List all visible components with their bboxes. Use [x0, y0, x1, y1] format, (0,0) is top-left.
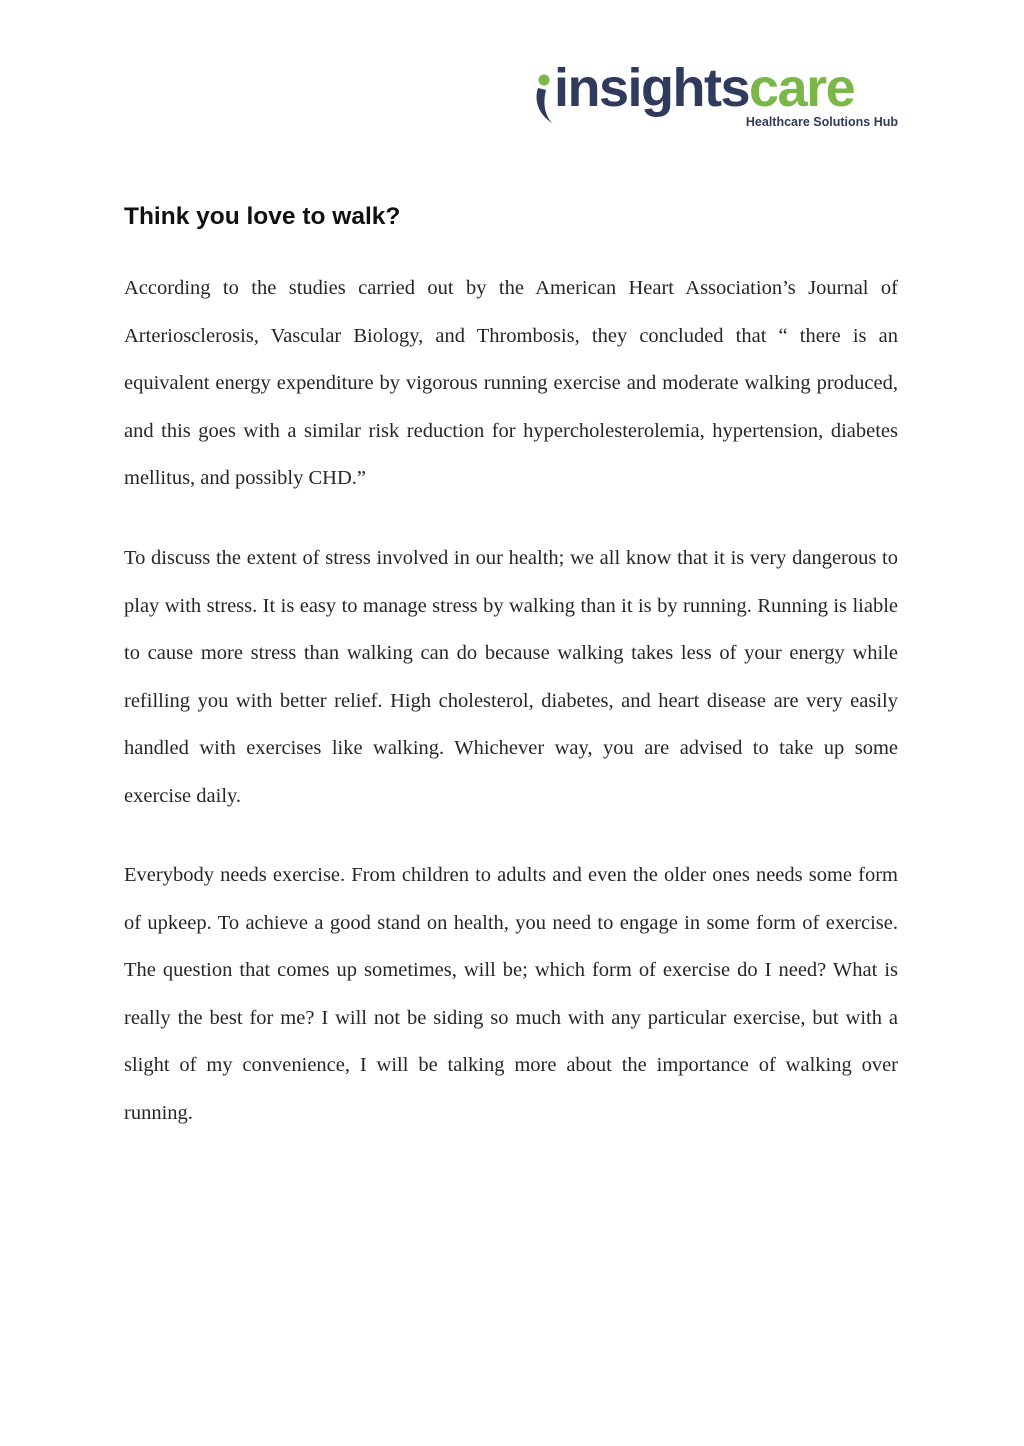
article-paragraph: To discuss the extent of stress involved in our health; we all know that it is very dangerous to play with stress. It is easy to manage stress by walking than it is by running. Running is liable to cause more stress than walking can do because walking takes less of your energy while refilling you with better relief. High cholesterol, diabetes, and heart disease are very easily handled with exercises like walking. Whichever way, you are advised to take up some exercise daily.: [124, 547, 898, 807]
logo-wordmark: [554, 56, 854, 120]
article-paragraph: Everybody needs exercise. From children to adults and even the older ones needs some form of upkeep. To achieve a good stand on health, you need to engage in some form of exercise. The question that comes up sometimes, will be; which form of exercise do I need? What is really the best for me? I will not be siding so much with any particular exercise, but with a slight of my convenience, I will be talking more about the importance of walking over running.: [124, 864, 898, 1124]
article-paragraph: According to the studies carried out by the American Heart Association’s Journal of Arteriosclerosis, Vascular Biology, and Thrombosis, they concluded that “ there is an equivalent energy expenditure by vigorous running exercise and moderate walking produced, and this goes with a similar risk reduction for hypercholesterolemia, hypertension, diabetes mellitus, and possibly CHD.”: [124, 277, 898, 489]
logo-tagline: Healthcare Solutions Hub: [745, 115, 898, 129]
logo-wordmark-primary: insights: [554, 58, 750, 118]
insightscare-logo: [530, 58, 900, 134]
logo-wordmark-accent: care: [749, 58, 855, 118]
logo-swoosh-icon: [532, 74, 554, 124]
article-title: Think you love to walk?: [124, 203, 401, 230]
